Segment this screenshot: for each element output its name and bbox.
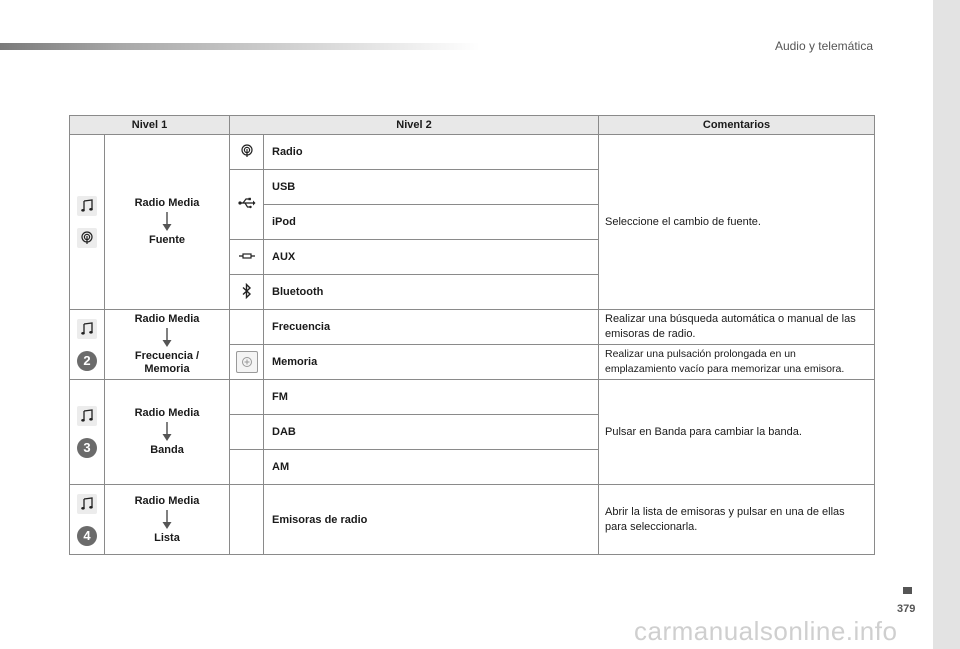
step-badge: 3 [77, 438, 97, 458]
column-header-nivel2: Nivel 2 [230, 116, 599, 135]
level2-label: AM [264, 450, 599, 485]
watermark: carmanualsonline.info [634, 616, 898, 646]
level1-line3: Memoria [144, 363, 190, 375]
table-row [70, 135, 875, 170]
level2-label: Bluetooth [264, 275, 599, 310]
music-note-icon [77, 196, 97, 216]
level1-cell-frecuencia [105, 310, 230, 380]
down-arrow-icon [162, 328, 172, 348]
step-badge: 4 [77, 526, 97, 546]
level2-label: USB [264, 170, 599, 205]
level2-label: FM [264, 380, 599, 415]
comment-cell: Realizar una pulsación prolongada en un emplazamiento vacío para memorizar una emisora. [599, 345, 875, 380]
level2-label: Memoria [264, 345, 599, 380]
level2-icon-cell [230, 170, 264, 240]
level1-icon-cell [70, 485, 105, 555]
comment-cell: Abrir la lista de emisoras y pulsar en una de ellas para seleccionarla. [599, 485, 875, 555]
column-header-comentarios: Comentarios [599, 116, 875, 135]
level2-icon-cell [230, 345, 264, 380]
level1-line2: Frecuencia / [134, 350, 200, 362]
column-header-nivel1: Nivel 1 [70, 116, 230, 135]
header-gradient-bar [0, 43, 480, 50]
bluetooth-icon [242, 283, 252, 299]
level2-label: AUX [264, 240, 599, 275]
level1-icon-cell [70, 380, 105, 485]
aux-icon [238, 251, 256, 261]
level2-label: iPod [264, 205, 599, 240]
level2-label: Emisoras de radio [264, 485, 599, 555]
level1-line2: Fuente [148, 234, 186, 246]
page-header-title: Audio y telemática [774, 39, 873, 53]
down-arrow-icon [162, 422, 172, 442]
down-arrow-icon [162, 510, 172, 530]
level2-label: Radio [264, 135, 599, 170]
level1-line2: Banda [150, 444, 184, 456]
comment-cell: Realizar una búsqueda automática o manual de las emisoras de radio. [599, 310, 875, 345]
level1-line1: Radio Media [134, 494, 200, 507]
level2-icon-cell [230, 240, 264, 275]
music-note-icon [77, 406, 97, 426]
down-arrow-icon [162, 212, 172, 232]
level1-line2: Lista [154, 531, 180, 544]
level2-icon-cell [230, 310, 264, 345]
comment-cell: Seleccione el cambio de fuente. [599, 135, 875, 310]
level2-icon-cell [230, 415, 264, 450]
page-number: 379 [897, 603, 916, 615]
page-marker [903, 587, 912, 594]
music-note-icon [77, 494, 97, 514]
level2-label: Frecuencia [264, 310, 599, 345]
side-strip [933, 0, 960, 649]
level1-icon-cell [70, 310, 105, 380]
memory-plus-icon [236, 351, 258, 373]
level1-cell-fuente [105, 135, 230, 310]
level1-line1: Radio Media [134, 197, 200, 209]
radio-icon [77, 228, 97, 248]
settings-table [69, 115, 875, 555]
level2-icon-cell [230, 275, 264, 310]
table-header-row [70, 116, 875, 135]
level1-cell-lista [105, 485, 230, 555]
level1-line1: Radio Media [134, 407, 200, 419]
level1-line1: Radio Media [134, 313, 200, 325]
table-row [70, 310, 875, 345]
level2-label: DAB [264, 415, 599, 450]
level1-icon-cell [70, 135, 105, 310]
radio-icon [240, 144, 254, 158]
music-note-icon [77, 319, 97, 339]
level2-icon-cell [230, 135, 264, 170]
level1-cell-banda [105, 380, 230, 485]
table-row [70, 485, 875, 555]
level2-icon-cell [230, 485, 264, 555]
level2-icon-cell [230, 450, 264, 485]
level2-icon-cell [230, 380, 264, 415]
step-badge: 2 [77, 351, 97, 371]
usb-icon [238, 197, 256, 209]
comment-cell: Pulsar en Banda para cambiar la banda. [599, 380, 875, 485]
table-row [70, 380, 875, 415]
